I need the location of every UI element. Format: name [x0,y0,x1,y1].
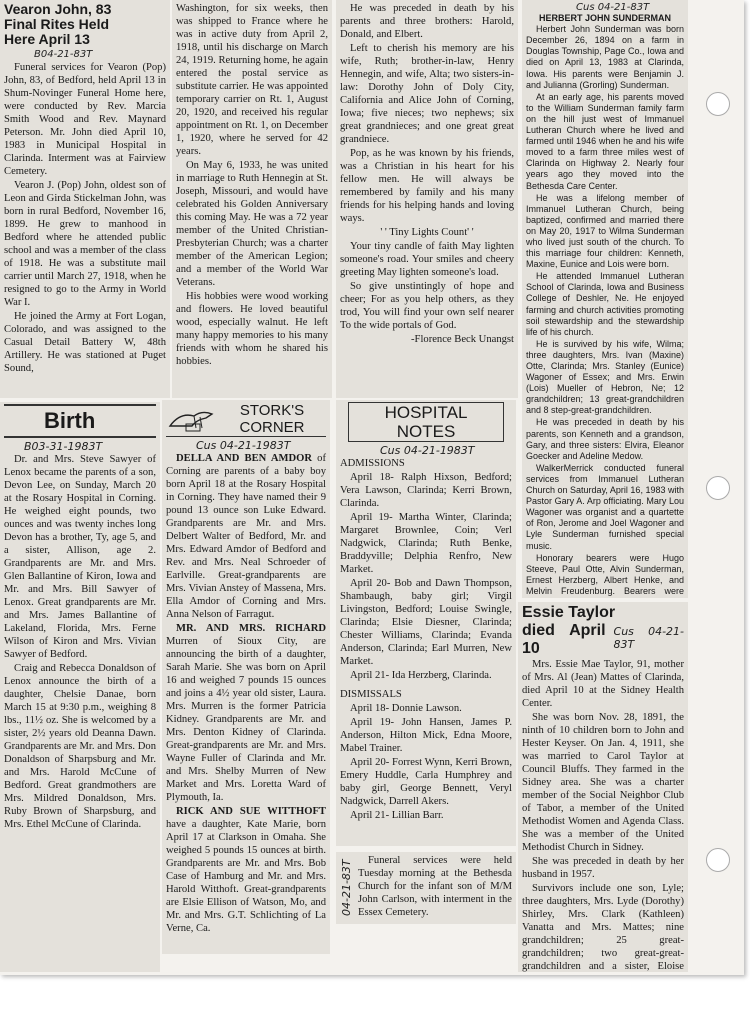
hospital-notes-title: HOSPITAL NOTES [348,402,504,442]
dismissals-heading: DISMISSALS [340,689,402,700]
essie-headline-2: died April 10 [522,622,606,657]
vearon-cont-paragraph: On May 6, 1933, he was united in marriage to Ruth Hennegin at St. Joseph, Missouri, and would have celebrated his Golden Anniversary this coming May. He was a 72 year member of the United Christian-Presbyterian Church; was a charter member of the American Legion; and a member of the World War Veterans. [176,160,328,288]
clipping-hospital-notes [336,400,516,846]
essie-paragraph: Mrs. Essie Mae Taylor, 91, mother of Mrs. Al (Jean) Mattes of Clarinda, died April 10 at the Sidney Health Center. [522,659,684,709]
stork-icon [166,404,218,434]
clipping-storks-corner [162,400,330,954]
vearon-headline-2: Final Rites Held [4,16,110,32]
sunderman-paragraph: Herbert John Sunderman was born December 26, 1894 on a farm in Douglas Township, Page Co., Iowa and died on April 13, 1983 at Clarinda, Iowa. His parents were Benjamin J. and Julianna (Grorling) Sunderman. [526,24,684,90]
birth-handwritten-date: B03-31-1983T [24,440,103,453]
sunderman-paragraph: At an early age, his parents moved to the William Sunderman family farm on the hill just west of Immanuel Lutheran Church where he lived and farmed until 1946 when he and his wife moved to a farm three miles west of Clarinda on Highway 2. Nearly four years ago they moved into the Bethesda Care Center. [526,91,684,191]
vearon-paragraph: Vearon J. (Pop) John, oldest son of Leon and Girda Stickelman John, was born in rural Bedford, November 16, 1899. He grew to manhood in Bedford where he attended public school and was a member of the class of 1918. He was a substitute mail carrier until March 27, 1918, when he resigned to go to the Army in World War I. [4,180,166,308]
hospital-entry: April 19- John Hansen, James P. Anderson, Hilton Mick, Edna Moore, Mabel Trainer. [340,717,512,754]
clipping-carlson-funeral [336,852,516,924]
clipping-essie-taylor [518,602,688,972]
hospital-entry: April 20- Bob and Dawn Thompson, Shambaugh, baby girl; Virgil Livingston, Bedford; Louise Swingle, Clarinda; Elsie Diesner, Clarinda; Chester Williams, Clarinda; Evanda Anderson, Clarinda; Earl Murren, New Market. [340,578,512,667]
essie-paragraph: She was born Nov. 28, 1891, the ninth of 10 children born to John and Hester Keyser. On Jan. 4, 1911, she was married to Carol Taylor at Council Bluffs. They farmed in the Sidney area. She was a charter member of the Social Neighbor Club of Tabor, a member of the United Methodist Women and Agenda Class. She was a member of the United Methodist Church in Sidney. [522,712,684,853]
clipping-sunderman [522,0,688,598]
sunderman-paragraph: He is survived by his wife, Wilma; three daughters, Mrs. Ivan (Maxine) Otte, Clarinda; Mrs. Stanley (Eunice) Wagoner of Essex; and Mrs. Erwin (Lois) Mueller of Hebron, Ne; 12 grandchildren; 13 great-grandchildren and 8 step-great-grandchildren. [526,338,684,416]
poem-title: ' ' Tiny Lights Count' ' [380,227,474,238]
vearon-cont-paragraph: Washington, for six weeks, then was shipped to France where he was in active duty from April 2, 1918, until his discharge on March 24, 1919. Returning home, he again entered the postal service as substitute carrier. He was appointed temporary carrier on Rt. 1, August 20, 1920, and received his regular appointment on Rt. 1, on December 1, 1920, where he served for 42 years. [176,3,328,157]
hospital-entry: April 18- Donnie Lawson. [350,703,462,714]
storks-paragraph: RICK AND SUE WITTHOFT have a daughter, Kate Marie, born April 17 at Clarkson in Omaha. She weighed 5 pounds 15 ounces at birth. Grandparents are Mr. and Mrs. Bob Case of Hamburg and Mr. and Mrs. Harold Witthoft. Great-grandparents are Elsie Ellison of Watson, Mo, and Mr. and Mrs. G.T. Schlichting of La Verne, Ca. [166,806,326,934]
carlson-paragraph: Funeral services were held Tuesday morning at the Bethesda Church for the infant son of M/M John Carlson, with interment in the Essex Cemetery. [358,855,512,918]
clipping-vearon-continued [172,0,332,398]
hospital-entry: April 19- Martha Winter, Clarinda; Margaret Brownlee, Coin; Verl Nadgwick, Clarinda; Ruth Benke, Braddyville; Delphia Renfro, New Market. [340,512,512,575]
essie-handwritten-date: Cus 04-21-83T [613,625,684,651]
birth-paragraph: Dr. and Mrs. Steve Sawyer of Lenox became the parents of a son, Devon Lee, on Sunday, March 20 at the Rosary Hospital in Corning. He weighed eight pounds, two ounces and was twenty inches long Devon has a brother, Ty, age 5, and a sister, Allison, age 2. Grandparents are Mr. and Mrs. Glen Ballantine of Kiron, Iowa and Mr. and Mrs. Bill Sawyer of Lenox. Great grandparents are Mr. and Mrs. James Ballantine of Lakeland, Florida, Mrs. Ferne Wilson of Kiron and Mrs. Vivian Sawyer of Bedford. [4,454,156,660]
vearon-headline-3: Here April 13 [4,31,90,47]
clipping-birth [0,402,160,972]
storks-corner-title: STORK'S CORNER [239,402,305,436]
vearon-headline-1: Vearon John, 83 [4,1,112,17]
poem-author: -Florence Beck Unangst [411,334,514,345]
admissions-heading: ADMISSIONS [340,458,405,469]
hospital-handwritten-date: Cus 04-21-1983T [380,444,475,457]
binder-hole [706,476,730,500]
essie-paragraph: Survivors include one son, Lyle; three daughters, Mrs. Lyde (Dorothy) Shirley, Mrs. Clark (Kathleen) Vanatta and Mrs. Mattes; nine grandchildren; 25 great-grandchildren; two great-great-grandchildren and a sister, Eloise [522,883,684,972]
sunderman-paragraph: Honorary bearers were Hugo Steeve, Paul Otte, Alvin Sunderman, Ernest Herzberg, Albert Henke, and Melvin Freudenburg. Bearers were [526,552,684,596]
storks-corner-banner [166,402,326,437]
poem-stanza: So give unstintingly of hope and cheer; For as you help others, as they trod, You will find your own self nearer To the wide portals of God. [340,281,514,331]
essie-paragraph: She was preceded in death by her husband in 1957. [522,856,684,880]
sunderman-paragraph: He was preceded in death by his parents, son Kenneth and a grandson, Gary, and three sisters: Elvira, Eleanor Goecker and Adeline Medow. [526,417,684,461]
clipping-vearon-continued-2 [336,0,518,398]
essie-headline-1: Essie Taylor [522,604,616,621]
hospital-entry: April 21- Ida Herzberg, Clarinda. [350,670,492,681]
storks-handwritten-date: Cus 04-21-1983T [196,439,291,452]
binder-hole [706,92,730,116]
vearon-paragraph: Funeral services for Vearon (Pop) John, 83, of Bedford, held April 13 in Shum-Novinger Funeral Home here, were conducted by Rev. Marcia Smith Wood and Rev. Maynard Peterson. Mr. John died April 10, 1983 in Municipal Hospital in Clarinda. Interment was at Fairview Cemetery. [4,62,166,177]
carlson-handwritten-date: 04-21-83T [340,859,353,917]
sunderman-paragraph: He was a lifelong member of Immanuel Lutheran Church, being baptized, confirmed and married there on May 20, 1917 to Wilma Sunderman who lived just south of the church. To this marriage four children: Kenneth, Maxine, Eunice and Lois were born. [526,192,684,270]
birth-headline: Birth [4,404,156,438]
hospital-entry: April 18- Ralph Hixson, Bedford; Vera Lawson, Clarinda; Kerri Brown, Clarinda. [340,472,512,509]
birth-paragraph: Craig and Rebecca Donaldson of Lenox announce the birth of a daughter, Chelsie Danae, born March 15 at 9:30 p.m., weighing 8 lbs., 11½ oz. She is welcomed by a sister, 2½ years old Deanna Dawn. Grandparents are Mr. and Mrs. Don Donaldson of Sharpsburg and Mr. and Mrs. Harold McCune of Bedford. Great grandmothers are Mrs. Mildred Donaldson, Mrs. Ruby Brown of Sharpsburg, and Mrs. Ethel McCune of Clarinda. [4,663,156,830]
clipping-vearon-john [0,0,170,398]
binder-hole [706,848,730,872]
sunderman-paragraph: He attended Immanuel Lutheran School of Clarinda, Iowa and Business College of Deshler, Ne. He enjoyed farming and church activities promoting soil stewardship and the stewardship life of his church. [526,271,684,337]
sunderman-paragraph: WalkerMerrick conducted funeral services from Immanuel Lutheran Church on Saturday, April 16, 1983 with Pastor Gary A. Arp officiating. Mary Lou Wagoner was organist and a quartette of Ron, Jerome and Joel Wagoner and Lyle Sunderman furnished special music. [526,462,684,551]
hospital-entry: April 20- Forrest Wynn, Kerri Brown, Emery Huddle, Carla Humphrey and baby girl, George Bennett, Veryl Nadgwick, Darrell Akers. [340,757,512,807]
storks-paragraph: DELLA AND BEN AMDOR of Corning are parents of a baby boy born April 18 at the Rosary Hospital in Corning. They have named their 9 pound 13 ounce son Luke Edward. Grandparents are Mr. and Mrs. Delbert Walter of Bedford, Mr. and Mrs. Edward Amdor of Bedford and Rev. and Mrs. Neal Schroeder of Earlville. Great-grandparents are Mrs. Vivian Anstey of Massena, Mrs. Ella Amdor of Corning and Mrs. Anna Nelson of Farragut. [166,453,326,620]
vearon-cont2-paragraph: Pop, as he was known by his friends, was a Christian in his heart for his fellow men. He will always be remembered by family and his many friends for his helping hands and loving ways. [340,148,514,224]
hospital-entry: April 21- Lillian Barr. [350,810,444,821]
vearon-cont2-paragraph: Left to cherish his memory are his wife, Ruth; brother-in-law, Henry Hennegin, and wife, Alta; two sisters-in-law: Dorothy John of Doly City, California and Alice John of Corning, Iowa; five nieces; two nephews; six great grandnieces; and one great great grandniece. [340,43,514,145]
vearon-handwritten-date: B04-21-83T [34,49,93,60]
storks-paragraph: MR. AND MRS. RICHARD Murren of Sioux City, are announcing the birth of a daughter, Sarah Marie. She was born on April 16 and weighed 7 pounds 15 ounces and joins a 4½ year old sister, Laura. Mrs. Murren is the former Patricia Kidney. Grandparents are Mr. and Mrs. Denton Kidney of Clarinda. Great-grandparents are Mr. and Mrs. Wayne Fuller of Clarinda and Mr. and Mrs. Shelby Murren of New Market and Mrs. Loretta Ward of Plymouth, Ia. [166,623,326,803]
vearon-cont-paragraph: His hobbies were wood working and flowers. He loved beautiful wood, especially walnut. He left many happy memories to his many friends with whom he shared his hobbies. [176,291,328,367]
vearon-cont2-paragraph: He was preceded in death by his parents and three brothers: Harold, Donald, and Elbert. [340,3,514,40]
sunderman-handwritten-date: Cus 04-21-83T [576,2,650,13]
sunderman-headline: HERBERT JOHN SUNDERMAN [538,13,671,24]
vearon-paragraph: He joined the Army at Fort Logan, Colorado, and was assigned to the Casual Detail Battery W, 48th Artillery. He was stationed at Puget Sound, [4,311,166,374]
poem-stanza: Your tiny candle of faith May lighten someone's road. Your smiles and cheery greeting May lighten someone's load. [340,241,514,278]
